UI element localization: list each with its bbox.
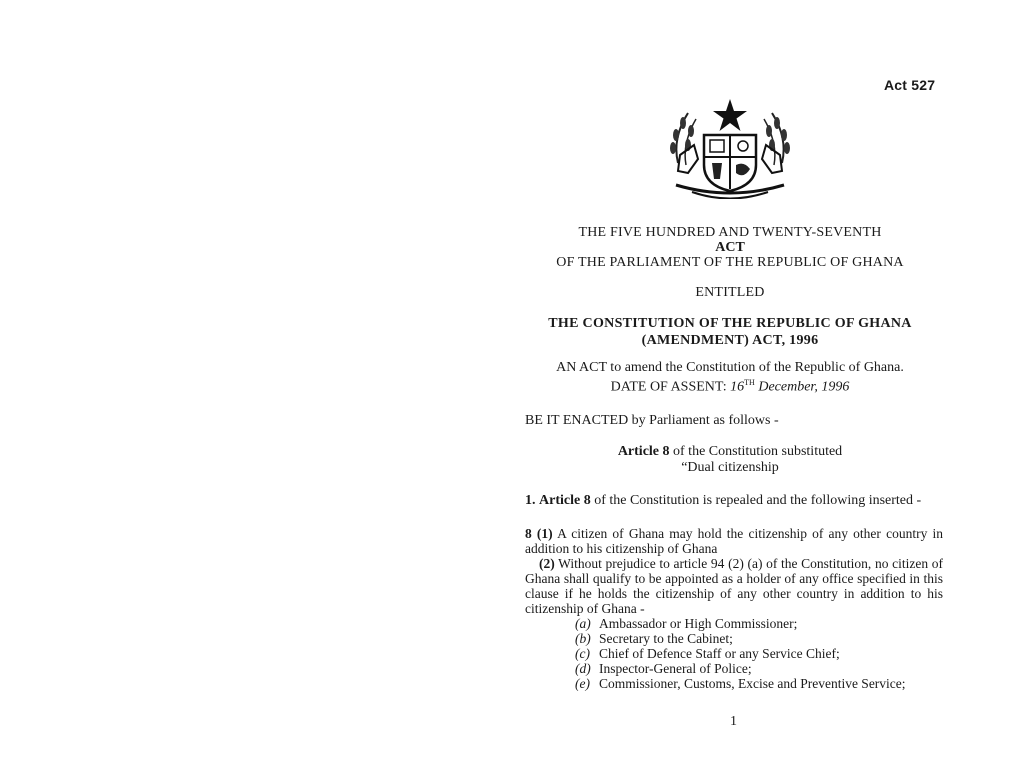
page-number: 1 xyxy=(730,714,737,729)
section-1-article: Article 8 xyxy=(539,493,591,508)
act-title-line2: (AMENDMENT) ACT, 1996 xyxy=(641,333,819,348)
assent-day-suffix: TH xyxy=(744,378,755,387)
clause-8-2-number: (2) xyxy=(539,556,555,571)
clause-8-1 xyxy=(525,526,943,556)
list-item-text: Secretary to the Cabinet; xyxy=(599,631,733,646)
entitled-block xyxy=(520,285,940,300)
clause-8-1-text: A citizen of Ghana may hold the citizenship of any other country in addition to his citizenship of Ghana xyxy=(525,526,943,556)
date-of-assent xyxy=(520,375,940,395)
list-item-label: (d) xyxy=(575,661,591,676)
marginal-note xyxy=(560,444,900,476)
clause-8-2-text: Without prejudice to article 94 (2) (a) of the Constitution, no citizen of Ghana shall qualify to be appointed as a holder of any office specified in this clause if he holds the citizenship of any other country in addition to his citizenship of Ghana - xyxy=(525,556,943,616)
entitled-label: ENTITLED xyxy=(695,285,765,300)
marginal-note-article: Article 8 xyxy=(617,444,670,459)
coat-of-arms-emblem xyxy=(658,93,802,199)
office-list xyxy=(575,616,906,691)
section-1-number: 1. xyxy=(525,493,536,508)
list-item xyxy=(575,646,906,661)
act-title-line1: THE CONSTITUTION OF THE REPUBLIC OF GHANA xyxy=(548,316,912,331)
list-item xyxy=(575,676,906,691)
list-item xyxy=(575,616,906,631)
section-1 xyxy=(525,493,921,509)
assent-date-rest: December, 1996 xyxy=(758,379,850,395)
list-item-label: (e) xyxy=(575,676,590,691)
act-title xyxy=(520,315,940,349)
assent-day: 16 xyxy=(730,379,745,395)
list-item-text: Ambassador or High Commissioner; xyxy=(599,616,798,631)
marginal-note-line1 xyxy=(560,444,900,460)
star-icon xyxy=(713,99,747,131)
list-item-text: Inspector-General of Police; xyxy=(599,661,752,676)
marginal-note-rest: of the Constitution substituted xyxy=(669,444,843,459)
clause-8-1-number: 8 (1) xyxy=(525,526,553,541)
list-item-label: (a) xyxy=(575,616,591,631)
marginal-note-subtitle: “Dual citizenship xyxy=(681,460,779,475)
list-item xyxy=(575,631,906,646)
list-item-text: Chief of Defence Staff or any Service Chief; xyxy=(599,646,840,661)
assent-label: DATE OF ASSENT: xyxy=(610,379,727,395)
list-item-text: Commissioner, Customs, Excise and Preventive Service; xyxy=(599,676,906,691)
section-1-text: of the Constitution is repealed and the following inserted - xyxy=(590,493,922,508)
list-item-label: (c) xyxy=(575,646,590,661)
purpose-block xyxy=(520,360,940,395)
act-number: Act 527 xyxy=(884,77,936,93)
act-label: ACT xyxy=(715,240,745,255)
parliament-line: OF THE PARLIAMENT OF THE REPUBLIC OF GHANA xyxy=(556,255,904,270)
act-heading xyxy=(520,225,940,270)
enacting-formula: BE IT ENACTED by Parliament as follows - xyxy=(525,413,779,428)
purpose-text: AN ACT to amend the Constitution of the Republic of Ghana. xyxy=(556,360,904,375)
list-item-label: (b) xyxy=(575,631,591,646)
list-item xyxy=(575,661,906,676)
clause-8-2 xyxy=(525,556,943,616)
act-ordinal: THE FIVE HUNDRED AND TWENTY-SEVENTH xyxy=(578,225,882,240)
